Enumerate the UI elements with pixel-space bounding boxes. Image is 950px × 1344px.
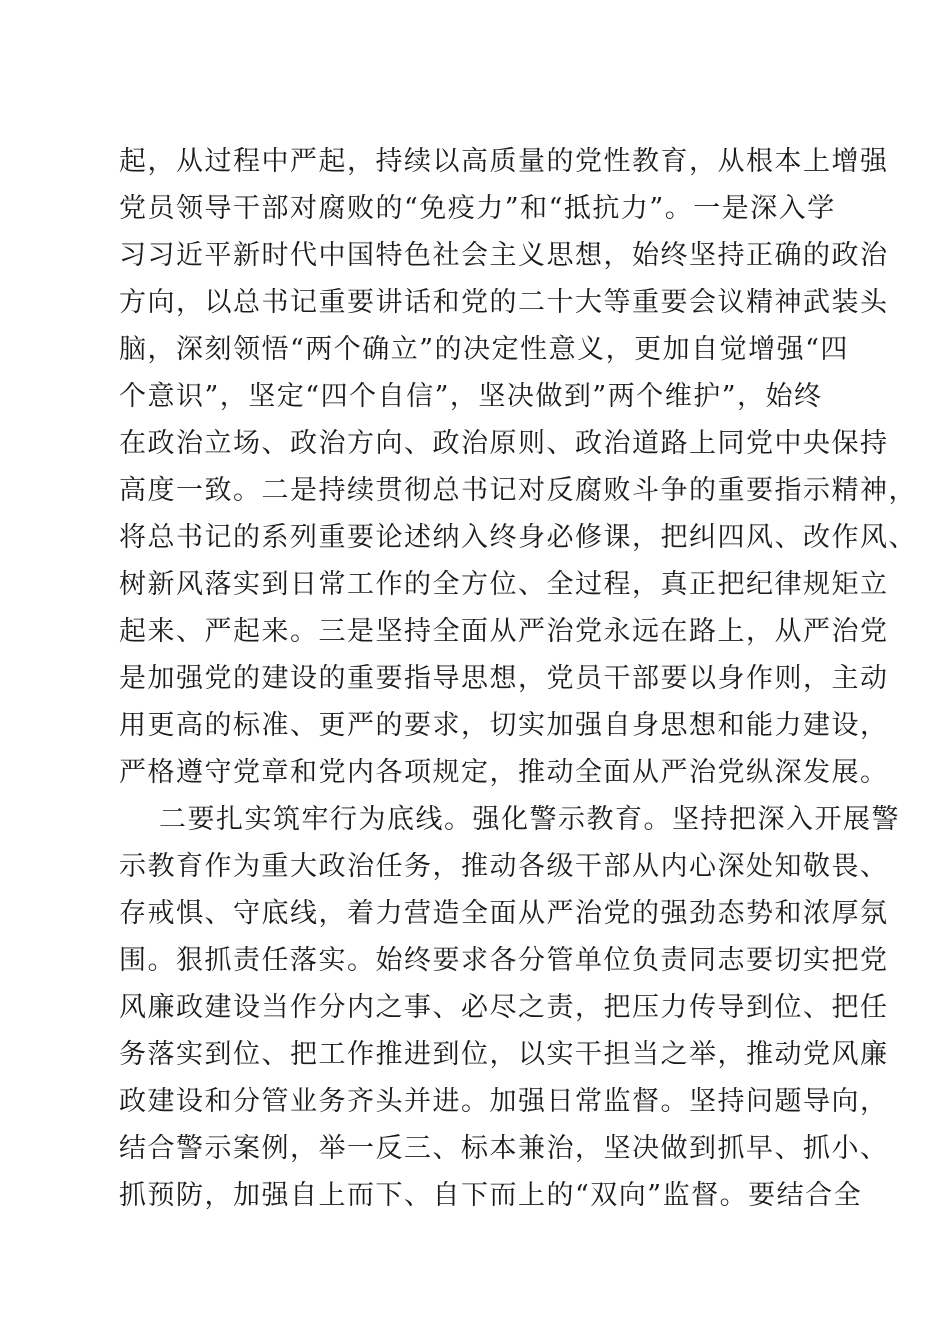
text-line: 抓预防，加强自上而下、自下而上的“双向”监督。要结合全 [119,1180,863,1211]
text-line: 结合警示案例，举一反三、标本兼治，坚决做到抓早、抓小、 [119,1133,889,1164]
text-line: 风廉政建设当作分内之事、必尽之责，把压力传导到位、把任 [119,992,889,1023]
text-line: 方向，以总书记重要讲话和党的二十大等重要会议精神武装头 [119,287,889,318]
text-line: 是加强党的建设的重要指导思想，党员干部要以身作则，主动 [119,663,889,694]
text-line: 高度一致。二是持续贯彻总书记对反腐败斗争的重要指示精神， [119,475,917,506]
text-line: 围。狠抓责任落实。始终要求各分管单位负责同志要切实把党 [119,945,889,976]
text-line: 党员领导干部对腐败的“免疫力”和“抵抗力”。一是深入学 [119,193,836,224]
text-line: 脑，深刻领悟“两个确立”的决定性意义，更加自觉增强“四 [119,334,849,365]
text-line: 将总书记的系列重要论述纳入终身必修课，把纠四风、改作风、 [119,522,917,553]
text-line: 在政治立场、政治方向、政治原则、政治道路上同党中央保持 [119,428,889,459]
text-line: 务落实到位、把工作推进到位，以实干担当之举，推动党风廉 [119,1039,889,1070]
text-line: 用更高的标准、更严的要求，切实加强自身思想和能力建设， [119,710,889,741]
text-line: 树新风落实到日常工作的全方位、全过程，真正把纪律规矩立 [119,569,889,600]
paragraph-start-line: 二要扎实筑牢行为底线。强化警示教育。坚持把深入开展警 [159,804,900,835]
text-line: 示教育作为重大政治任务，推动各级干部从内心深处知敬畏、 [119,851,889,882]
text-line: 起，从过程中严起，持续以高质量的党性教育，从根本上增强 [119,146,889,177]
text-line: 起来、严起来。三是坚持全面从严治党永远在路上，从严治党 [119,616,889,647]
text-line: 存戒惧、守底线，着力营造全面从严治党的强劲态势和浓厚氛 [119,898,889,929]
text-line: 政建设和分管业务齐头并进。加强日常监督。坚持问题导向， [119,1086,889,1117]
text-line: 严格遵守党章和党内各项规定，推动全面从严治党纵深发展。 [119,757,889,788]
text-line: 个意识”，坚定“四个自信”，坚决做到”两个维护”，始终 [119,381,823,412]
text-line: 习习近平新时代中国特色社会主义思想，始终坚持正确的政治 [119,240,889,271]
body-text [119,138,917,1219]
